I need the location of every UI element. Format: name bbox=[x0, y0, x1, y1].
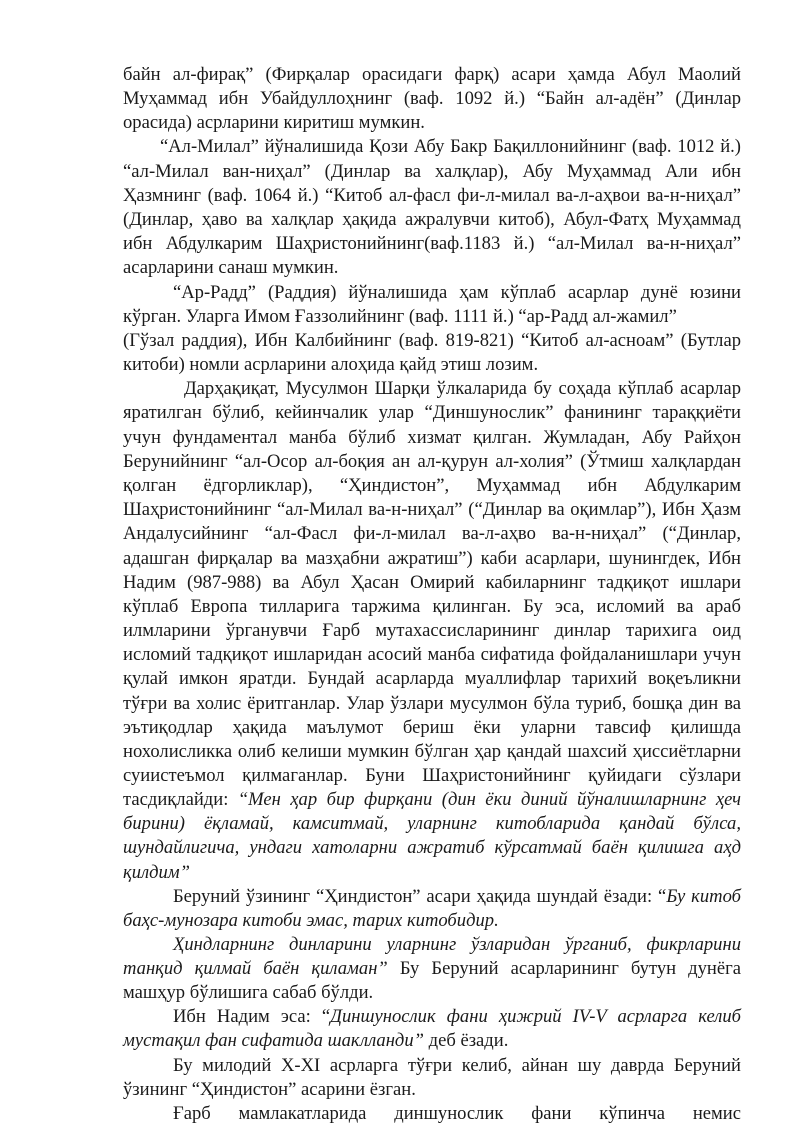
text-span: адашган фирқалар ва мазҳабни ажратиш”) каби асарлари, шунингдек, Ибн bbox=[123, 548, 741, 569]
text-line bbox=[123, 160, 741, 184]
text-line bbox=[123, 63, 741, 87]
italic-text-span: қилдим” bbox=[123, 862, 191, 883]
text-line bbox=[123, 111, 741, 135]
text-line bbox=[123, 957, 741, 981]
italic-text-span: Бу китоб bbox=[666, 886, 742, 907]
text-span: байн ал-фирақ” (Фирқалар орасидаги фарқ) асари ҳамда Абул Маолий bbox=[123, 64, 741, 85]
text-line bbox=[123, 1078, 741, 1102]
text-line bbox=[123, 547, 741, 571]
text-span: ўзининг “Ҳиндистон” асарини ёзган. bbox=[123, 1079, 416, 1100]
text-line bbox=[173, 1005, 741, 1029]
text-line bbox=[123, 836, 741, 860]
italic-text-span: “Мен ҳар бир фирқани (дин ёки диний йўналишларнинг ҳеч bbox=[237, 789, 741, 810]
text-line bbox=[184, 377, 741, 401]
text-span: Берунийнинг “ал-Осор ал-боқия ан ал-қурун ал-холия” (Ўтмиш халқлардан bbox=[123, 451, 741, 472]
text-span: Бу милодий X-XI асрларга тўғри келиб, айнан шу даврда Беруний bbox=[173, 1055, 741, 1076]
text-line bbox=[123, 1029, 741, 1053]
text-line bbox=[123, 716, 741, 740]
text-span: Бу Беруний асарларининг бутун дунёга bbox=[387, 958, 741, 979]
text-span: Надим (987-988) ва Абул Ҳасан Омирий кабиларнинг тадқиқот ишлари bbox=[123, 572, 741, 593]
text-line bbox=[173, 1054, 741, 1078]
text-span: қолган ёдгорликлар), “Ҳиндистон”, Муҳаммад ибн Абдулкарим bbox=[123, 475, 741, 496]
text-span: китоби) номли асрларини алоҳида қайд этиш лозим. bbox=[123, 354, 539, 375]
text-span: қулай имкон яратди. Бундай асарларда муаллифлар тарихий воқеъликни bbox=[123, 668, 741, 689]
text-span: Дарҳақиқат, Мусулмон Шарқи ўлкаларида бу соҳада кўплаб асарлар bbox=[184, 378, 741, 399]
text-line bbox=[123, 208, 741, 232]
text-line bbox=[123, 571, 741, 595]
text-span: нохолисликка олиб келиши мумкин бўлган ҳар қандай шахсий ҳиссиётларни bbox=[123, 741, 741, 762]
text-span: Шаҳристонийнинг “ал-Милал ва-н-ниҳал” (“Динлар ва оқимлар”), Ибн Ҳазм bbox=[123, 499, 741, 520]
text-line bbox=[173, 1102, 741, 1126]
text-span: деб ёзади. bbox=[423, 1030, 509, 1051]
text-span: Андалусийнинг “ал-Фасл фи-л-милал ва-л-аҳво ва-н-ниҳал” (“Динлар, bbox=[123, 523, 741, 544]
text-span: тўғри ва холис ёритганлар. Улар ўзлари мусулмон бўла туриб, бошқа дин ва bbox=[123, 693, 741, 714]
text-line bbox=[123, 87, 741, 111]
text-span: асарларини санаш мумкин. bbox=[123, 257, 339, 278]
text-line bbox=[123, 353, 741, 377]
text-line bbox=[160, 135, 741, 159]
italic-text-span: Диншунослик фани ҳижрий IV-V асрларга келиб bbox=[330, 1006, 741, 1027]
text-line bbox=[173, 933, 741, 957]
text-span: (Гўзал раддия), Ибн Калбийнинг (ваф. 819-821) “Китоб ал-асноам” (Бутлар bbox=[123, 330, 741, 351]
text-span: Ибн Надим эса: “ bbox=[173, 1006, 331, 1027]
text-span: “ал-Милал ван-ниҳал” (Динлар ва халқлар), Абу Муҳаммад Али ибн bbox=[123, 161, 741, 182]
text-span: илмларини ўрганувчи Ғарб мутахассисларининг динлар тарихига оид bbox=[123, 620, 741, 641]
text-line bbox=[123, 861, 741, 885]
text-span: орасида) асрларини киритиш мумкин. bbox=[123, 112, 425, 133]
text-line bbox=[123, 764, 741, 788]
text-span: эътиқодлар ҳақида маълумот бериш ёки уларни тавсиф қилишда bbox=[123, 717, 741, 738]
text-span: Муҳаммад ибн Убайдуллоҳнинг (ваф. 1092 й.) “Байн ал-адён” (Динлар bbox=[123, 88, 741, 109]
text-line bbox=[173, 281, 741, 305]
italic-text-span: мустақил фан сифатида шаклланди” bbox=[123, 1030, 424, 1051]
text-line bbox=[123, 643, 741, 667]
text-line bbox=[123, 740, 741, 764]
text-line bbox=[123, 498, 741, 522]
text-span: (Динлар, ҳаво ва халқлар ҳақида ажралувчи китоб), Абул-Фатҳ Муҳаммад bbox=[123, 209, 741, 230]
italic-text-span: шундайлигича, ундаги хатоларни ажратиб кўрсатмай баён қилишга аҳд bbox=[123, 837, 741, 858]
text-line bbox=[123, 692, 741, 716]
italic-text-span: баҳс-мунозара китоби эмас, тарих китобидир. bbox=[123, 910, 499, 931]
text-line bbox=[123, 595, 741, 619]
text-line bbox=[123, 788, 741, 812]
text-span: кўрган. Уларга Имом Ғаззолийнинг (ваф. 1111 й.) “ар-Радд ал-жамил” bbox=[123, 306, 677, 327]
text-line bbox=[123, 909, 741, 933]
text-line bbox=[123, 522, 741, 546]
text-line bbox=[123, 184, 741, 208]
italic-text-span: танқид қилмай баён қиламан” bbox=[123, 958, 388, 979]
text-line bbox=[123, 667, 741, 691]
text-line bbox=[123, 981, 741, 1005]
text-line bbox=[173, 885, 741, 909]
text-span: “Ал-Милал” йўналишида Қози Абу Бакр Бақиллонийнинг (ваф. 1012 й.) bbox=[160, 136, 741, 157]
text-span: Ҳазмнинг (ваф. 1064 й.) “Китоб ал-фасл фи-л-милал ва-л-аҳвои ва-н-ниҳал” bbox=[123, 185, 741, 206]
text-line bbox=[123, 812, 741, 836]
text-line bbox=[123, 401, 741, 425]
text-span: кўплаб Европа тилларига таржима қилинган. Бу эса, исломий ва араб bbox=[123, 596, 741, 617]
text-span: Ғарб мамлакатларида диншунослик фани кўпинча немис bbox=[173, 1103, 741, 1124]
text-span: учун фундаментал манба бўлиб хизмат қилган. Жумладан, Абу Райҳон bbox=[123, 427, 741, 448]
text-span: “Ар-Радд” (Раддия) йўналишида ҳам кўплаб асарлар дунё юзини bbox=[173, 282, 741, 303]
text-span: Беруний ўзининг “Ҳиндистон” асари ҳақида шундай ёзади: “ bbox=[173, 886, 667, 907]
text-line bbox=[123, 619, 741, 643]
text-span: ибн Абдулкарим Шаҳристонийнинг(ваф.1183 й.) “ал-Милал ва-н-ниҳал” bbox=[123, 233, 741, 254]
text-line bbox=[123, 329, 741, 353]
italic-text-span: Ҳиндларнинг динларини уларнинг ўзларидан ўрганиб, фикрларини bbox=[173, 934, 741, 955]
text-span: машҳур бўлишига сабаб бўлди. bbox=[123, 982, 374, 1003]
text-line bbox=[123, 232, 741, 256]
text-line bbox=[123, 450, 741, 474]
text-line bbox=[123, 256, 741, 280]
text-span: суиистеъмол қилмаганлар. Буни Шаҳристонийнинг қуйидаги сўзлари bbox=[123, 765, 741, 786]
text-line bbox=[123, 474, 741, 498]
text-line bbox=[123, 426, 741, 450]
text-span: тасдиқлайди: bbox=[123, 789, 238, 810]
text-span: яратилган бўлиб, кейинчалик улар “Диншунослик” фанининг тараққиёти bbox=[123, 402, 741, 423]
text-span: исломий тадқиқот ишларидан асосий манба сифатида фойдаланишлари учун bbox=[123, 644, 741, 665]
text-line bbox=[123, 305, 741, 329]
italic-text-span: бирини) ёқламай, камситмай, уларнинг китобларида қандай бўлса, bbox=[123, 813, 741, 834]
